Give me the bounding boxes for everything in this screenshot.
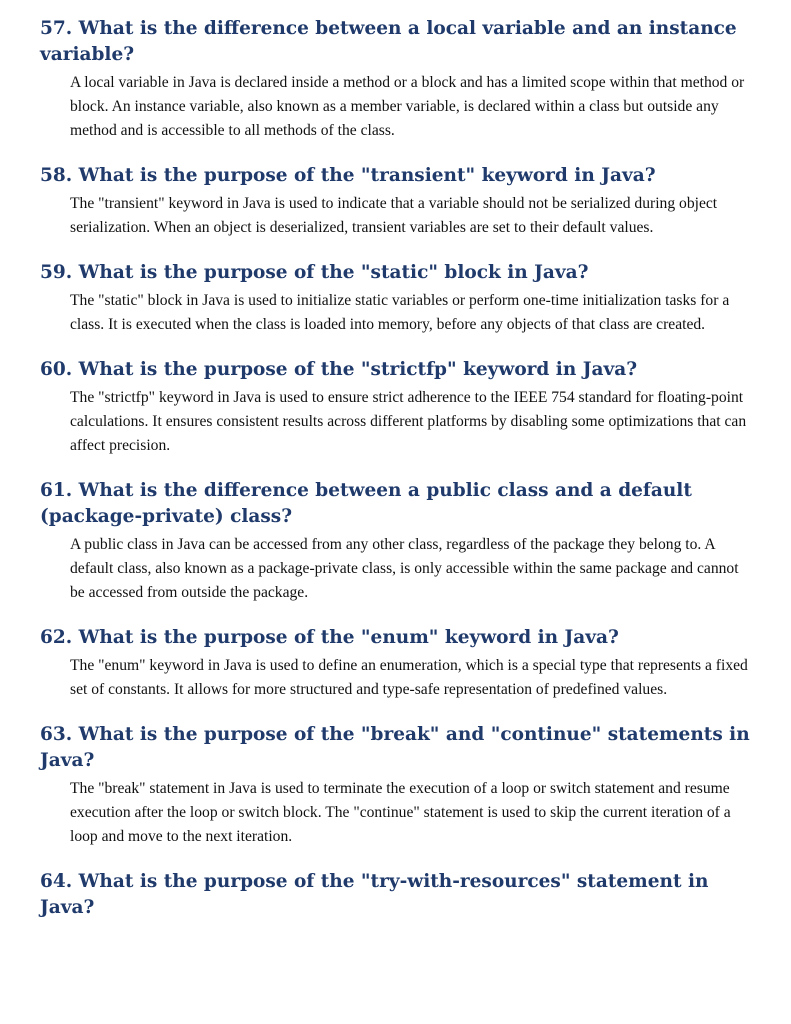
qa-item-63 [40,722,755,849]
answer-text: The "break" statement in Java is used to terminate the execution of a loop or switch statement and resume execution after the loop or switch block. The "continue" statement is used to skip the current iteration of a loop and move to the next iteration. [70,780,731,845]
qa-item-62 [40,625,755,702]
answer-text: The "enum" keyword in Java is used to define an enumeration, which is a special type that represents a fixed set of constants. It allows for more structured and type-safe representation of predefined values. [70,657,748,698]
question-number: 57. [40,18,73,39]
answer-text: The "strictfp" keyword in Java is used to ensure strict adherence to the IEEE 754 standard for floating-point calculations. It ensures consistent results across different platforms by disabling some optimizations that can affect precision. [70,389,747,454]
question-heading [40,260,755,286]
qa-item-57 [40,16,755,143]
qa-item-64 [40,869,755,921]
question-number: 64. [40,871,73,892]
question-heading [40,478,755,530]
question-text: What is the difference between a local variable and an instance variable? [40,18,737,65]
question-heading [40,625,755,651]
question-number: 60. [40,359,73,380]
qa-item-60 [40,357,755,458]
question-text: What is the purpose of the "try-with-resources" statement in Java? [40,871,709,918]
qa-item-59 [40,260,755,337]
question-number: 61. [40,480,73,501]
qa-item-58 [40,163,755,240]
question-heading [40,722,755,774]
question-number: 58. [40,165,73,186]
question-text: What is the purpose of the "enum" keyword in Java? [78,627,619,648]
answer-text: A public class in Java can be accessed from any other class, regardless of the package they belong to. A default class, also known as a package-private class, is only accessible within the same package and cannot be accessed from outside the package. [70,536,739,601]
question-number: 59. [40,262,73,283]
question-heading [40,163,755,189]
question-text: What is the difference between a public class and a default (package-private) class? [40,480,692,527]
answer-text: The "transient" keyword in Java is used to indicate that a variable should not be serialized during object serialization. When an object is deserialized, transient variables are set to their default values. [70,195,718,236]
question-text: What is the purpose of the "static" block in Java? [78,262,589,283]
question-number: 63. [40,724,73,745]
question-heading [40,357,755,383]
question-number: 62. [40,627,73,648]
question-text: What is the purpose of the "strictfp" keyword in Java? [78,359,638,380]
qa-item-61 [40,478,755,605]
question-text: What is the purpose of the "transient" keyword in Java? [78,165,656,186]
question-heading [40,16,755,68]
answer-text: A local variable in Java is declared inside a method or a block and has a limited scope within that method or block. An instance variable, also known as a member variable, is declared within a class but outside any method and is accessible to all methods of the class. [70,74,745,139]
question-heading [40,869,755,921]
question-text: What is the purpose of the "break" and "continue" statements in Java? [40,724,750,771]
answer-text: The "static" block in Java is used to initialize static variables or perform one-time initialization tasks for a class. It is executed when the class is loaded into memory, before any objects of that class are created. [70,292,730,333]
